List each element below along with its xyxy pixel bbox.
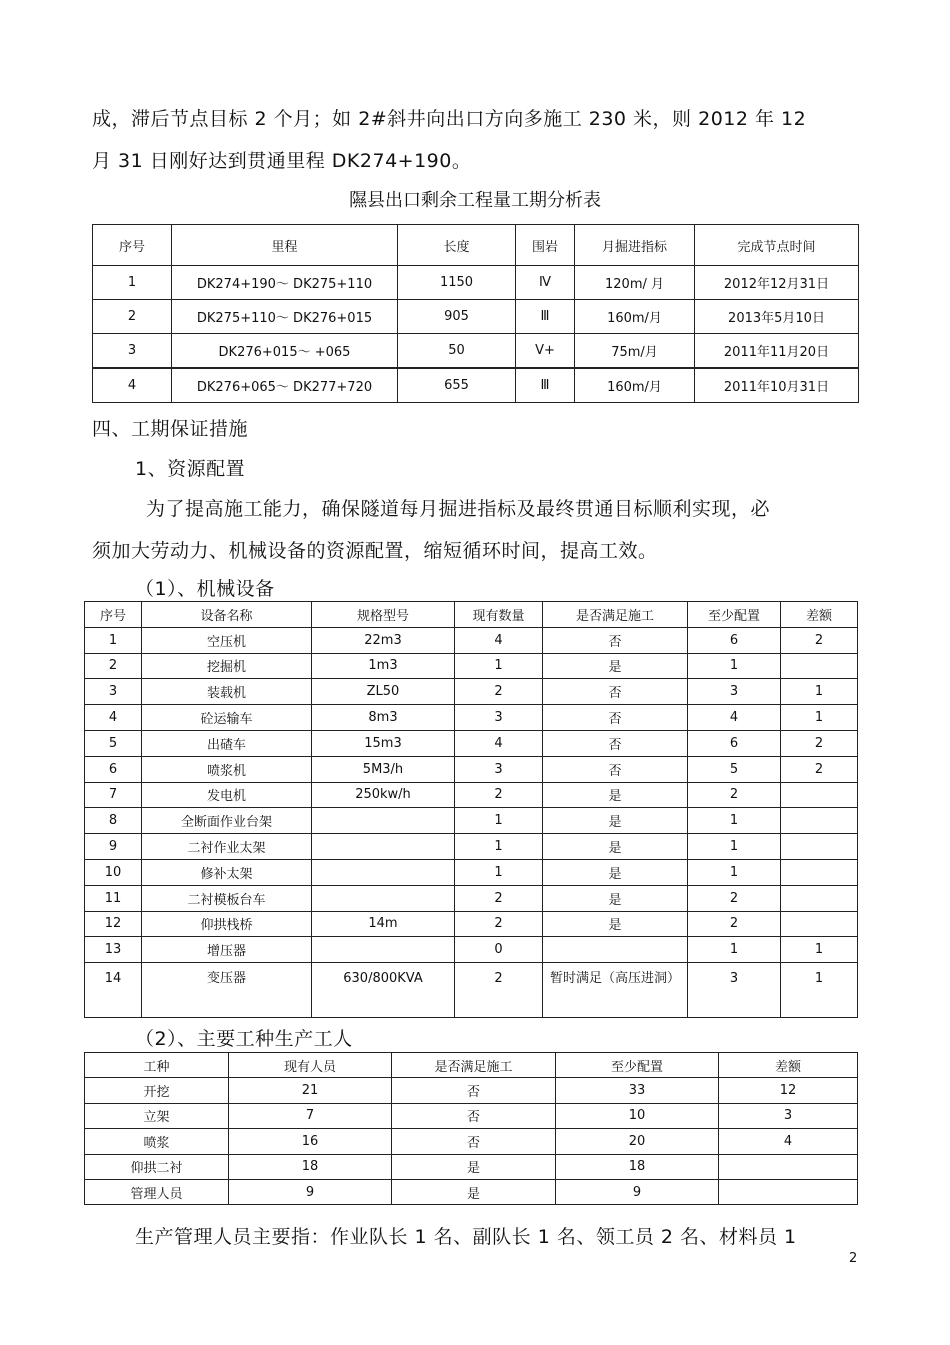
table-cell: 7 (229, 1103, 392, 1128)
table-cell: 655 (398, 368, 516, 403)
table-cell: DK276+065～ DK277+720 (172, 368, 398, 403)
table-cell: 砼运输车 (142, 705, 312, 731)
table3-title: （2）、主要工种生产工人 (135, 1028, 353, 1050)
table-cell: 2 (781, 756, 858, 782)
table-cell: 14 (85, 963, 142, 1018)
table-cell: 1 (688, 653, 781, 679)
table-header-cell: 规格型号 (312, 602, 455, 628)
table-cell: 11 (85, 885, 142, 911)
table-cell: 1 (688, 859, 781, 885)
table-cell: 是 (543, 885, 688, 911)
table-header-cell: 差额 (719, 1053, 858, 1078)
table-row (85, 1154, 858, 1179)
table-cell: 50 (398, 334, 516, 369)
table-cell: Ⅳ (516, 266, 575, 300)
table-cell: 1 (781, 937, 858, 963)
table-cell (312, 859, 455, 885)
table-cell: 仰拱栈桥 (142, 911, 312, 937)
table-row (85, 963, 858, 1018)
table-header-cell: 序号 (85, 602, 142, 628)
table-cell: 喷浆机 (142, 756, 312, 782)
table-row (85, 627, 858, 653)
table-cell: 1 (781, 705, 858, 731)
table-cell: 6 (688, 730, 781, 756)
table-cell: 160m/月 (575, 368, 695, 403)
table-header-cell: 是否满足施工 (543, 602, 688, 628)
footer-text: 生产管理人员主要指：作业队长 1 名、副队长 1 名、领工员 2 名、材料员 1 (135, 1226, 797, 1248)
table-cell: 3 (455, 756, 543, 782)
table-header-cell: 长度 (398, 225, 516, 266)
table-cell: 2 (688, 885, 781, 911)
table-row (85, 653, 858, 679)
table-cell: 8m3 (312, 705, 455, 731)
table-cell: 空压机 (142, 627, 312, 653)
table-cell: 是 (543, 782, 688, 808)
table-cell: 喷浆 (85, 1129, 229, 1154)
table1-title: 隰县出口剩余工程量工期分析表 (349, 190, 601, 211)
table-cell: 否 (392, 1078, 556, 1103)
table-cell (312, 834, 455, 860)
table-cell: 8 (85, 808, 142, 834)
table-header-cell: 序号 (93, 225, 172, 266)
table-cell: 9 (229, 1179, 392, 1204)
table-cell: 5M3/h (312, 756, 455, 782)
table-cell: 22m3 (312, 627, 455, 653)
table-cell: 2 (781, 627, 858, 653)
table-cell (781, 782, 858, 808)
table-header-cell: 现有数量 (455, 602, 543, 628)
table-header-cell: 设备名称 (142, 602, 312, 628)
table-cell (781, 653, 858, 679)
table-cell: 暂时满足（高压进洞） (543, 963, 688, 1018)
table-row (85, 808, 858, 834)
table-cell: 3 (688, 679, 781, 705)
table-cell: 75m/月 (575, 334, 695, 369)
table-cell: 是 (543, 653, 688, 679)
table-cell: 12 (719, 1078, 858, 1103)
table-header-row (85, 602, 858, 628)
table-cell: 修补太架 (142, 859, 312, 885)
table2-title: （1）、机械设备 (135, 578, 275, 600)
table-cell: 1 (688, 808, 781, 834)
table-cell: DK275+110～ DK276+015 (172, 300, 398, 334)
table-cell: 否 (543, 679, 688, 705)
table-row (93, 300, 859, 334)
table-cell: 5 (85, 730, 142, 756)
table-cell: 否 (543, 627, 688, 653)
table-cell: 12 (85, 911, 142, 937)
table-row (85, 782, 858, 808)
table-cell: 是 (543, 808, 688, 834)
table-cell: 2 (455, 885, 543, 911)
table-header-cell: 月掘进指标 (575, 225, 695, 266)
schedule-analysis-table (92, 224, 859, 403)
table-cell: 2 (455, 679, 543, 705)
table-cell: 管理人员 (85, 1179, 229, 1204)
table-row (93, 266, 859, 300)
table-header-cell: 至少配置 (556, 1053, 719, 1078)
table-cell: 变压器 (142, 963, 312, 1018)
table-cell: 1 (688, 937, 781, 963)
table-cell: 250kw/h (312, 782, 455, 808)
table-cell (781, 911, 858, 937)
table-cell: 18 (229, 1154, 392, 1179)
intro-line-1: 成，滞后节点目标 2 个月；如 2#斜井向出口方向多施工 230 米，则 2012 年 12 (92, 108, 807, 130)
table-row (85, 1103, 858, 1128)
table-cell: 二衬模板台车 (142, 885, 312, 911)
table-cell: 4 (93, 368, 172, 403)
table-cell: 6 (688, 627, 781, 653)
table-cell: 1 (455, 834, 543, 860)
table-cell: 否 (543, 730, 688, 756)
table-cell: 是 (543, 834, 688, 860)
table-cell (781, 885, 858, 911)
table-cell: 1150 (398, 266, 516, 300)
paragraph-line-1: 为了提高施工能力，确保隧道每月掘进指标及最终贯通目标顺利实现，必 (146, 498, 771, 520)
table-cell: 1 (455, 808, 543, 834)
table-header-cell: 完成节点时间 (695, 225, 859, 266)
table-header-cell: 现有人员 (229, 1053, 392, 1078)
table-cell: 2011年10月31日 (695, 368, 859, 403)
intro-line-2: 月 31 日刚好达到贯通里程 DK274+190。 (92, 150, 472, 172)
table-cell (781, 834, 858, 860)
section-heading: 四、工期保证措施 (92, 418, 249, 440)
table-row (85, 756, 858, 782)
subsection-heading: 1、资源配置 (135, 458, 246, 480)
table-cell: 3 (93, 334, 172, 369)
table-cell: Ⅲ (516, 300, 575, 334)
table-cell: 14m (312, 911, 455, 937)
table-row (85, 730, 858, 756)
table-cell (719, 1179, 858, 1204)
table-cell: 否 (392, 1129, 556, 1154)
table-cell: 2013年5月10日 (695, 300, 859, 334)
table-cell: 2011年11月20日 (695, 334, 859, 369)
table-cell: 1 (688, 834, 781, 860)
table-cell: 1 (781, 963, 858, 1018)
table-cell: 21 (229, 1078, 392, 1103)
table-cell: 2 (688, 911, 781, 937)
table-cell: 9 (85, 834, 142, 860)
table-header-cell: 是否满足施工 (392, 1053, 556, 1078)
table-row (85, 885, 858, 911)
table-cell: 4 (85, 705, 142, 731)
table-row (85, 705, 858, 731)
table-cell: 20 (556, 1129, 719, 1154)
table-row (93, 368, 859, 403)
table-cell: 18 (556, 1154, 719, 1179)
table-header-cell: 里程 (172, 225, 398, 266)
table-cell: ZL50 (312, 679, 455, 705)
table-cell: 2 (781, 730, 858, 756)
table-cell: 6 (85, 756, 142, 782)
table-cell: 2 (455, 911, 543, 937)
table-cell: 13 (85, 937, 142, 963)
table-cell: DK276+015～ +065 (172, 334, 398, 369)
paragraph-line-2: 须加大劳动力、机械设备的资源配置，缩短循环时间，提高工效。 (92, 540, 658, 562)
table-cell: 二衬作业太架 (142, 834, 312, 860)
table-cell: 1 (93, 266, 172, 300)
table-cell: 是 (543, 911, 688, 937)
table-cell: 10 (556, 1103, 719, 1128)
table-cell: 发电机 (142, 782, 312, 808)
table-cell: 增压器 (142, 937, 312, 963)
table-cell: 7 (85, 782, 142, 808)
table-cell: 是 (392, 1179, 556, 1204)
table-row (93, 334, 859, 369)
table-cell: 全断面作业台架 (142, 808, 312, 834)
table-cell: 4 (719, 1129, 858, 1154)
table-cell: 3 (719, 1103, 858, 1128)
table-header-row (93, 225, 859, 266)
table-header-cell: 至少配置 (688, 602, 781, 628)
table-cell: 挖掘机 (142, 653, 312, 679)
table-row (85, 1179, 858, 1204)
table-cell: 160m/月 (575, 300, 695, 334)
table-cell (312, 937, 455, 963)
table-cell: 2012年12月31日 (695, 266, 859, 300)
table-cell (543, 937, 688, 963)
table-cell: 5 (688, 756, 781, 782)
page-number: 2 (849, 1251, 858, 1266)
table-cell: 1m3 (312, 653, 455, 679)
table-cell: 16 (229, 1129, 392, 1154)
table-cell (781, 859, 858, 885)
table-cell: 仰拱二衬 (85, 1154, 229, 1179)
table-cell: 否 (543, 705, 688, 731)
table-cell: 2 (688, 782, 781, 808)
table-cell: 4 (688, 705, 781, 731)
table-header-cell: 工种 (85, 1053, 229, 1078)
table-cell (312, 885, 455, 911)
table-cell: 1 (85, 627, 142, 653)
table-cell: 3 (455, 705, 543, 731)
table-cell: 630/800KVA (312, 963, 455, 1018)
table-cell: 1 (455, 859, 543, 885)
table-header-row (85, 1053, 858, 1078)
table-cell: Ⅲ (516, 368, 575, 403)
table-cell: DK274+190～ DK275+110 (172, 266, 398, 300)
table-cell: 3 (85, 679, 142, 705)
table-cell: Ⅴ+ (516, 334, 575, 369)
table-cell: 1 (781, 679, 858, 705)
table-cell: 9 (556, 1179, 719, 1204)
table-cell: 是 (392, 1154, 556, 1179)
table-cell (719, 1154, 858, 1179)
table-cell: 出碴车 (142, 730, 312, 756)
table-row (85, 834, 858, 860)
table-row (85, 1078, 858, 1103)
table-cell: 装载机 (142, 679, 312, 705)
table-cell: 4 (455, 730, 543, 756)
table-header-cell: 围岩 (516, 225, 575, 266)
table-cell: 10 (85, 859, 142, 885)
table-cell: 是 (543, 859, 688, 885)
table-cell: 立架 (85, 1103, 229, 1128)
table-cell: 2 (455, 963, 543, 1018)
table-cell (781, 808, 858, 834)
table-cell: 33 (556, 1078, 719, 1103)
table-cell: 905 (398, 300, 516, 334)
table-cell: 否 (543, 756, 688, 782)
table-row (85, 859, 858, 885)
table-row (85, 911, 858, 937)
table-cell: 3 (688, 963, 781, 1018)
table-cell: 否 (392, 1103, 556, 1128)
table-cell: 2 (93, 300, 172, 334)
equipment-table (84, 601, 858, 1018)
table-cell: 15m3 (312, 730, 455, 756)
table-cell: 0 (455, 937, 543, 963)
workers-table (84, 1052, 858, 1205)
table-cell: 1 (455, 653, 543, 679)
table-cell: 120m/ 月 (575, 266, 695, 300)
table-row (85, 937, 858, 963)
table-cell (312, 808, 455, 834)
table-row (85, 1129, 858, 1154)
table-cell: 2 (455, 782, 543, 808)
table-row (85, 679, 858, 705)
table-cell: 2 (85, 653, 142, 679)
table-cell: 开挖 (85, 1078, 229, 1103)
table-header-cell: 差额 (781, 602, 858, 628)
table-cell: 4 (455, 627, 543, 653)
